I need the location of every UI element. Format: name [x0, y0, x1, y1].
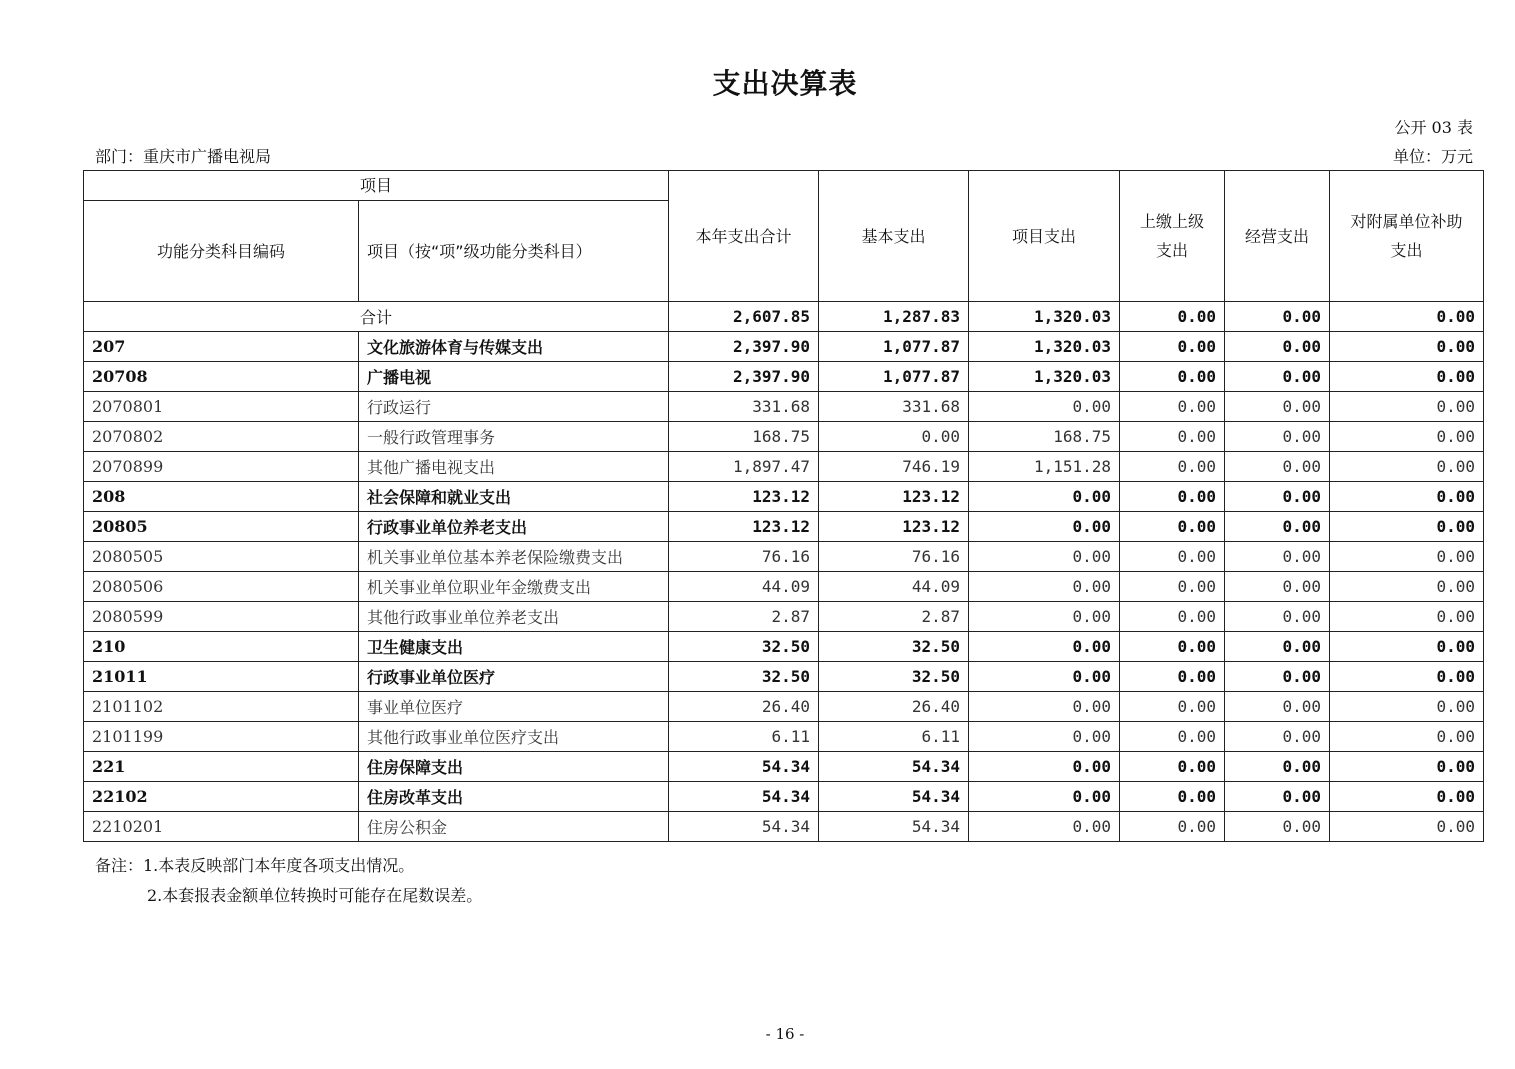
row-value: 0.00	[969, 572, 1120, 602]
expenditure-table	[83, 170, 1484, 842]
table-row	[84, 602, 1484, 632]
total-cell: 0.00	[1120, 302, 1225, 332]
row-value: 0.00	[1330, 362, 1484, 392]
row-value: 32.50	[669, 632, 819, 662]
row-value: 0.00	[1225, 452, 1330, 482]
row-value: 168.75	[669, 422, 819, 452]
row-value: 0.00	[969, 602, 1120, 632]
row-value: 44.09	[819, 572, 969, 602]
row-value: 0.00	[1120, 482, 1225, 512]
row-value: 0.00	[1120, 332, 1225, 362]
row-value: 54.34	[819, 782, 969, 812]
row-value: 0.00	[1225, 572, 1330, 602]
row-name: 住房改革支出	[359, 782, 669, 812]
row-value: 0.00	[969, 632, 1120, 662]
note-line-1: 备注：1.本表反映部门本年度各项支出情况。	[95, 856, 415, 875]
row-code: 21011	[84, 662, 359, 692]
row-code: 208	[84, 482, 359, 512]
table-row	[84, 632, 1484, 662]
row-name: 其他行政事业单位医疗支出	[359, 722, 669, 752]
row-value: 0.00	[1120, 422, 1225, 452]
row-value: 54.34	[669, 782, 819, 812]
row-value: 123.12	[669, 512, 819, 542]
header-basic: 基本支出	[819, 171, 969, 302]
row-code: 2210201	[84, 812, 359, 842]
row-value: 0.00	[1120, 662, 1225, 692]
row-name: 机关事业单位职业年金缴费支出	[359, 572, 669, 602]
row-value: 0.00	[1330, 692, 1484, 722]
table-row	[84, 782, 1484, 812]
header-total: 本年支出合计	[669, 171, 819, 302]
row-value: 0.00	[1225, 542, 1330, 572]
total-cell: 2,607.85	[669, 302, 819, 332]
total-label: 合计	[84, 302, 669, 332]
note-line-2: 2.本套报表金额单位转换时可能存在尾数误差。	[147, 886, 483, 905]
table-row	[84, 362, 1484, 392]
table-row	[84, 512, 1484, 542]
row-name: 一般行政管理事务	[359, 422, 669, 452]
header-remit-line1: 上缴上级	[1140, 212, 1205, 231]
row-value: 0.00	[1120, 392, 1225, 422]
row-value: 0.00	[969, 542, 1120, 572]
row-value: 0.00	[1120, 812, 1225, 842]
row-value: 0.00	[1225, 362, 1330, 392]
row-value: 0.00	[969, 752, 1120, 782]
row-value: 0.00	[969, 722, 1120, 752]
row-code: 2070899	[84, 452, 359, 482]
row-value: 54.34	[669, 752, 819, 782]
table-row	[84, 542, 1484, 572]
row-value: 0.00	[1120, 722, 1225, 752]
row-value: 0.00	[1330, 332, 1484, 362]
row-code: 22102	[84, 782, 359, 812]
row-code: 20708	[84, 362, 359, 392]
table-row	[84, 812, 1484, 842]
department-label: 部门：重庆市广播电视局	[95, 147, 272, 166]
table-row	[84, 692, 1484, 722]
row-value: 0.00	[969, 782, 1120, 812]
table-row	[84, 662, 1484, 692]
header-subsidy	[1330, 171, 1484, 302]
row-code: 210	[84, 632, 359, 662]
header-code: 功能分类科目编码	[84, 201, 359, 302]
row-name: 住房保障支出	[359, 752, 669, 782]
row-value: 0.00	[1120, 362, 1225, 392]
table-row	[84, 392, 1484, 422]
row-code: 221	[84, 752, 359, 782]
row-value: 0.00	[1225, 392, 1330, 422]
row-value: 0.00	[1225, 722, 1330, 752]
table-row	[84, 572, 1484, 602]
header-project-expenditure: 项目支出	[969, 171, 1120, 302]
row-code: 2080505	[84, 542, 359, 572]
row-value: 0.00	[1225, 752, 1330, 782]
row-value: 0.00	[1120, 752, 1225, 782]
row-value: 0.00	[1330, 512, 1484, 542]
row-value: 0.00	[1120, 452, 1225, 482]
row-value: 0.00	[1225, 782, 1330, 812]
page-number: - 16 -	[765, 1025, 805, 1043]
row-value: 2.87	[819, 602, 969, 632]
row-value: 0.00	[1330, 452, 1484, 482]
row-value: 0.00	[1330, 542, 1484, 572]
row-value: 32.50	[819, 662, 969, 692]
row-value: 32.50	[819, 632, 969, 662]
header-remit-line2: 支出	[1156, 241, 1189, 260]
row-value: 54.34	[819, 812, 969, 842]
row-name: 社会保障和就业支出	[359, 482, 669, 512]
row-value: 0.00	[1330, 482, 1484, 512]
row-value: 0.00	[1120, 632, 1225, 662]
row-value: 0.00	[1330, 572, 1484, 602]
row-value: 0.00	[1120, 602, 1225, 632]
row-value: 0.00	[1330, 722, 1484, 752]
row-value: 0.00	[1330, 752, 1484, 782]
row-value: 1,897.47	[669, 452, 819, 482]
header-business: 经营支出	[1225, 171, 1330, 302]
total-cell: 1,320.03	[969, 302, 1120, 332]
row-value: 331.68	[819, 392, 969, 422]
header-subsidy-line2: 支出	[1390, 241, 1423, 260]
row-value: 746.19	[819, 452, 969, 482]
row-code: 2080599	[84, 602, 359, 632]
row-value: 0.00	[969, 812, 1120, 842]
row-value: 123.12	[819, 512, 969, 542]
row-name: 行政运行	[359, 392, 669, 422]
row-code: 207	[84, 332, 359, 362]
total-row	[84, 302, 1484, 332]
row-value: 1,077.87	[819, 332, 969, 362]
row-value: 0.00	[1225, 512, 1330, 542]
row-value: 0.00	[1120, 692, 1225, 722]
row-value: 1,151.28	[969, 452, 1120, 482]
row-value: 0.00	[1330, 812, 1484, 842]
row-name: 其他行政事业单位养老支出	[359, 602, 669, 632]
form-number: 公开 03 表	[1394, 118, 1473, 137]
row-value: 1,320.03	[969, 362, 1120, 392]
row-value: 0.00	[969, 662, 1120, 692]
total-cell: 0.00	[1330, 302, 1484, 332]
row-name: 行政事业单位养老支出	[359, 512, 669, 542]
row-value: 0.00	[1120, 512, 1225, 542]
row-name: 卫生健康支出	[359, 632, 669, 662]
table-row	[84, 332, 1484, 362]
row-name: 机关事业单位基本养老保险缴费支出	[359, 542, 669, 572]
row-value: 2,397.90	[669, 332, 819, 362]
row-value: 26.40	[819, 692, 969, 722]
row-value: 76.16	[669, 542, 819, 572]
row-value: 6.11	[819, 722, 969, 752]
row-value: 0.00	[1330, 632, 1484, 662]
row-value: 0.00	[969, 392, 1120, 422]
total-cell: 1,287.83	[819, 302, 969, 332]
row-value: 0.00	[1330, 662, 1484, 692]
header-subsidy-line1: 对附属单位补助	[1350, 212, 1463, 231]
table-row	[84, 452, 1484, 482]
row-name: 事业单位医疗	[359, 692, 669, 722]
row-name: 文化旅游体育与传媒支出	[359, 332, 669, 362]
notes	[95, 851, 482, 911]
row-code: 2080506	[84, 572, 359, 602]
row-value: 0.00	[1120, 782, 1225, 812]
row-value: 0.00	[1225, 692, 1330, 722]
table-row	[84, 422, 1484, 452]
row-value: 123.12	[669, 482, 819, 512]
row-value: 0.00	[1330, 392, 1484, 422]
table-row	[84, 752, 1484, 782]
row-value: 0.00	[1330, 422, 1484, 452]
row-code: 20805	[84, 512, 359, 542]
row-code: 2101102	[84, 692, 359, 722]
row-value: 0.00	[1330, 782, 1484, 812]
header-remit-to-superior	[1120, 171, 1225, 302]
row-value: 2.87	[669, 602, 819, 632]
row-value: 0.00	[1225, 812, 1330, 842]
unit-label: 单位：万元	[1392, 147, 1473, 166]
row-value: 0.00	[1225, 632, 1330, 662]
row-value: 0.00	[1225, 602, 1330, 632]
row-value: 1,077.87	[819, 362, 969, 392]
row-value: 32.50	[669, 662, 819, 692]
row-value: 2,397.90	[669, 362, 819, 392]
row-value: 0.00	[969, 482, 1120, 512]
row-value: 0.00	[969, 512, 1120, 542]
header-project: 项目	[84, 171, 669, 201]
row-value: 0.00	[1225, 422, 1330, 452]
row-value: 168.75	[969, 422, 1120, 452]
row-name: 其他广播电视支出	[359, 452, 669, 482]
row-value: 26.40	[669, 692, 819, 722]
row-value: 123.12	[819, 482, 969, 512]
row-value: 44.09	[669, 572, 819, 602]
row-code: 2070801	[84, 392, 359, 422]
table-row	[84, 482, 1484, 512]
row-value: 331.68	[669, 392, 819, 422]
page-title: 支出决算表	[712, 67, 858, 100]
row-value: 0.00	[819, 422, 969, 452]
row-value: 0.00	[1120, 572, 1225, 602]
row-code: 2070802	[84, 422, 359, 452]
row-value: 0.00	[1225, 332, 1330, 362]
row-name: 行政事业单位医疗	[359, 662, 669, 692]
row-code: 2101199	[84, 722, 359, 752]
total-cell: 0.00	[1225, 302, 1330, 332]
header-item: 项目（按“项”级功能分类科目）	[359, 201, 669, 302]
row-value: 0.00	[1225, 482, 1330, 512]
row-name: 广播电视	[359, 362, 669, 392]
row-value: 0.00	[1225, 662, 1330, 692]
row-value: 0.00	[969, 692, 1120, 722]
row-value: 76.16	[819, 542, 969, 572]
row-value: 0.00	[1120, 542, 1225, 572]
row-value: 54.34	[669, 812, 819, 842]
row-value: 6.11	[669, 722, 819, 752]
row-value: 54.34	[819, 752, 969, 782]
table-row	[84, 722, 1484, 752]
row-value: 0.00	[1330, 602, 1484, 632]
row-value: 1,320.03	[969, 332, 1120, 362]
row-name: 住房公积金	[359, 812, 669, 842]
